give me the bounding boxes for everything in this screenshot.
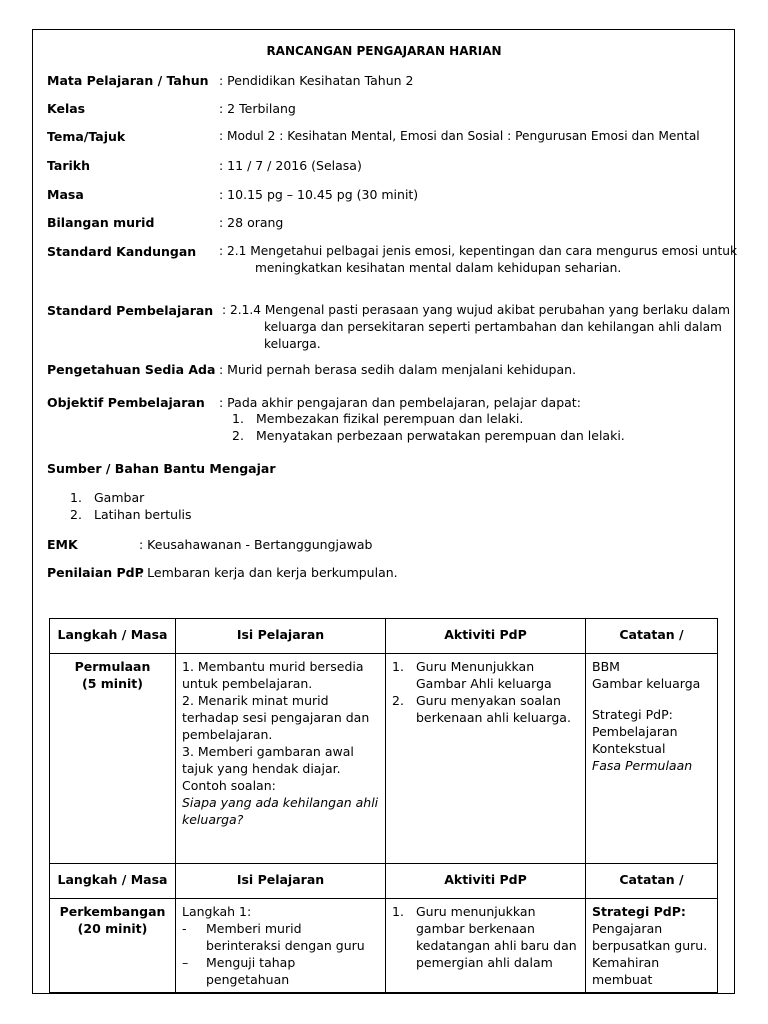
step-name: Permulaan: [74, 659, 151, 674]
notes-line: Kemahiran membuat: [592, 955, 660, 987]
document-title: RANCANGAN PENGAJARAN HARIAN: [266, 44, 502, 58]
date-label: Tarikh: [47, 158, 91, 173]
content-standard-line2: meningkatkan kesihatan mental dalam kehidupan seharian.: [255, 261, 622, 275]
table-row: [50, 654, 718, 864]
subject-label: Mata Pelajaran / Tahun: [47, 73, 209, 88]
content-item: 3. Memberi gambaran awal tajuk yang hendak diajar.: [182, 744, 354, 776]
table-header-row: [50, 864, 718, 899]
content-title: Langkah 1:: [182, 904, 252, 919]
step-cell: [50, 899, 176, 993]
step-duration: (5 minit): [82, 676, 143, 691]
notes-strategy: Strategi PdP:: [592, 707, 673, 722]
notes-line: berpusatkan guru.: [592, 938, 708, 953]
assessment-label: Penilaian PdP: [47, 565, 144, 580]
notes-bbm-value: Gambar keluarga: [592, 676, 701, 691]
learning-standard-line2: keluarga dan persekitaran seperti pertambahan dan kehilangan ahli dalam: [264, 320, 722, 334]
class-value: : 2 Terbilang: [219, 101, 296, 116]
step-name: Perkembangan: [59, 904, 166, 919]
prior-knowledge-label: Pengetahuan Sedia Ada: [47, 362, 216, 377]
notes-line: Pengajaran: [592, 921, 663, 936]
theme-value: : Modul 2 : Kesihatan Mental, Emosi dan Sosial : Pengurusan Emosi dan Mental: [219, 129, 700, 143]
time-value: : 10.15 pg – 10.45 pg (30 minit): [219, 187, 419, 202]
header-step: Langkah / Masa: [50, 619, 176, 654]
list-item: 2. Latihan bertulis: [70, 507, 192, 522]
activity-cell: [386, 899, 586, 993]
objective-intro: : Pada akhir pengajaran dan pembelajaran, pelajar dapat:: [219, 395, 581, 410]
notes-strategy-line: Pembelajaran: [592, 724, 678, 739]
prior-knowledge-value: : Murid pernah berasa sedih dalam menjalani kehidupan.: [219, 362, 577, 377]
class-label: Kelas: [47, 101, 86, 116]
header-notes: Catatan /: [586, 619, 718, 654]
list-item: – Menguji tahap pengetahuan: [182, 955, 296, 987]
list-item: 1. Guru menunjukkan gambar berkenaan kedatangan ahli baru dan pemergian ahli dalam: [392, 904, 577, 970]
resources-list: [70, 489, 192, 523]
content-standard-line1: : 2.1 Mengetahui pelbagai jenis emosi, kepentingan dan cara mengurus emosi untuk: [219, 244, 738, 258]
notes-strategy: Strategi PdP:: [592, 904, 686, 919]
time-label: Masa: [47, 187, 84, 202]
objective-list: [232, 410, 625, 444]
learning-standard-line1: : 2.1.4 Mengenal pasti perasaan yang wujud akibat perubahan yang berlaku dalam: [222, 303, 730, 317]
content-cell: [176, 899, 386, 993]
list-item: 1. Membezakan fizikal perempuan dan lelaki.: [232, 411, 524, 426]
header-notes: Catatan /: [586, 864, 718, 899]
notes-bbm: BBM: [592, 659, 620, 674]
content-item: 2. Menarik minat murid terhadap sesi pengajaran dan pembelajaran.: [182, 693, 370, 742]
header-activity: Aktiviti PdP: [386, 864, 586, 899]
table-row: [50, 899, 718, 993]
notes-cell: [586, 654, 718, 864]
objective-label: Objektif Pembelajaran: [47, 395, 205, 410]
list-item: 2. Menyatakan perbezaan perwatakan perempuan dan lelaki.: [232, 428, 625, 443]
question-label: Contoh soalan:: [182, 778, 276, 793]
step-duration: (20 minit): [77, 921, 148, 936]
question-text: Siapa yang ada kehilangan ahli keluarga?: [182, 795, 379, 827]
notes-phase: Fasa Permulaan: [592, 758, 693, 773]
content-standard-label: Standard Kandungan: [47, 244, 197, 259]
theme-label: Tema/Tajuk: [47, 129, 126, 144]
subject-value: : Pendidikan Kesihatan Tahun 2: [219, 73, 414, 88]
resources-label: Sumber / Bahan Bantu Mengajar: [47, 461, 276, 476]
content-item: 1. Membantu murid bersedia untuk pembelajaran.: [182, 659, 364, 691]
list-item: 1. Guru Menunjukkan Gambar Ahli keluarga: [392, 659, 552, 691]
learning-standard-label: Standard Pembelajaran: [47, 303, 214, 318]
emk-value: : Keusahawanan - Bertanggungjawab: [139, 537, 373, 552]
date-value: : 11 / 7 / 2016 (Selasa): [219, 158, 362, 173]
learning-standard-line3: keluarga.: [264, 337, 321, 351]
assessment-value: : Lembaran kerja dan kerja berkumpulan.: [139, 565, 398, 580]
content-cell: [176, 654, 386, 864]
header-step: Langkah / Masa: [50, 864, 176, 899]
table-header-row: [50, 619, 718, 654]
header-activity: Aktiviti PdP: [386, 619, 586, 654]
header-content: Isi Pelajaran: [176, 864, 386, 899]
list-item: 2. Guru menyakan soalan berkenaan ahli keluarga.: [392, 693, 571, 725]
list-item: 1. Gambar: [70, 490, 145, 505]
notes-cell: [586, 899, 718, 993]
lesson-table: [49, 618, 718, 993]
step-cell: [50, 654, 176, 864]
activity-cell: [386, 654, 586, 864]
students-value: : 28 orang: [219, 215, 284, 230]
emk-label: EMK: [47, 537, 78, 552]
list-item: - Memberi murid berinteraksi dengan guru: [182, 921, 365, 953]
students-label: Bilangan murid: [47, 215, 155, 230]
notes-strategy-line: Kontekstual: [592, 741, 666, 756]
header-content: Isi Pelajaran: [176, 619, 386, 654]
